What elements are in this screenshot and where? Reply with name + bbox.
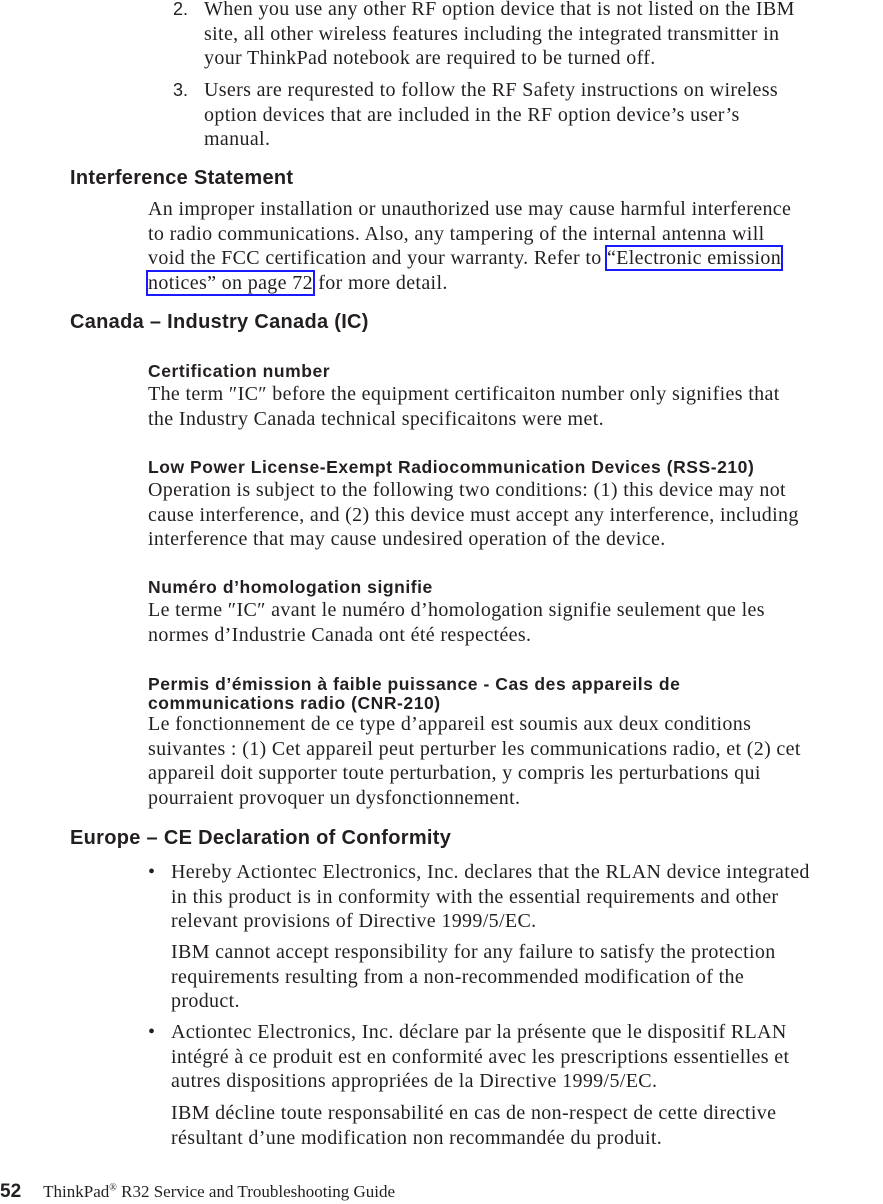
section-heading: Canada – Industry Canada (IC)	[70, 311, 369, 333]
text-line: cause interference, and (2) this device must accept any interference, including	[148, 503, 799, 526]
text-line: An improper installation or unauthorized use may cause harmful interference	[148, 198, 792, 220]
bullet-icon: •	[148, 1021, 156, 1043]
note-paragraph	[171, 1101, 776, 1150]
paragraph	[148, 382, 780, 431]
list-item	[204, 0, 795, 71]
text-line: relevant provisions of Directive 1999/5/EC.	[171, 910, 537, 932]
text-line: the Industry Canada technical specificaitons were met.	[148, 407, 604, 430]
subsection-heading: Low Power License-Exempt Radiocommunication Devices (RSS-210)	[148, 457, 755, 477]
page-number: 52	[0, 1181, 22, 1202]
paragraph	[148, 197, 791, 295]
text-line: pourraient provoquer un dysfonctionnement.	[148, 786, 521, 809]
text-line: IBM cannot accept responsibility for any failure to satisfy the protection	[171, 941, 776, 963]
text-line: When you use any other RF option device that is not listed on the IBM	[204, 0, 795, 20]
section-heading: Interference Statement	[70, 167, 294, 189]
text-line: suivantes : (1) Cet appareil peut perturber les communications radio, et (2) cet	[148, 737, 801, 760]
note-paragraph	[171, 940, 776, 1014]
text-line: Hereby Actiontec Electronics, Inc. declares that the RLAN device integrated	[171, 861, 810, 883]
text-line: autres dispositions appropriées de la Directive 1999/5/EC.	[171, 1070, 658, 1092]
text-line: product.	[171, 990, 240, 1012]
bullet-item	[171, 860, 810, 934]
paragraph	[148, 712, 801, 810]
text-line: interference that may cause undesired operation of the device.	[148, 528, 666, 550]
section-heading: Europe – CE Declaration of Conformity	[70, 827, 452, 849]
text-line: to radio communications. Also, any tampering of the internal antenna will	[148, 222, 765, 245]
text-line	[148, 246, 791, 271]
text-line: in this product is in conformity with the essential requirements and other	[171, 885, 779, 908]
text-line: Le fonctionnement de ce type d’appareil est soumis aux deux conditions	[148, 713, 752, 735]
text-line: résultant d’une modification non recommandée du produit.	[171, 1126, 663, 1149]
list-item	[204, 78, 778, 152]
text-line: normes d’Industrie Canada ont été respectées.	[148, 623, 532, 646]
list-number: 2.	[173, 0, 189, 19]
text-line: option devices that are included in the RF option device’s user’s	[204, 103, 740, 126]
text-line: requirements resulting from a non-recommended modification of the	[171, 965, 745, 988]
text-line: Operation is subject to the following two conditions: (1) this device may not	[148, 479, 786, 501]
text-line: Le terme ″IC″ avant le numéro d’homologation signifie seulement que les	[148, 599, 765, 621]
text-line: site, all other wireless features including the integrated transmitter in	[204, 22, 780, 45]
electronic-emission-link[interactable]: “Electronic emission	[606, 247, 782, 269]
list-number: 3.	[173, 80, 189, 100]
footer-title: ThinkPad® R32 Service and Troubleshooting Guide	[43, 1182, 395, 1201]
text-line: Actiontec Electronics, Inc. déclare par la présente que le dispositif RLAN	[171, 1021, 787, 1043]
bullet-item	[171, 1020, 789, 1094]
text-line: Users are requrested to follow the RF Safety instructions on wireless	[204, 79, 779, 101]
text-segment: void the FCC certification and your warranty. Refer to	[148, 247, 607, 269]
bullet-icon: •	[148, 861, 156, 883]
text-line: IBM décline toute responsabilité en cas de non-respect de cette directive	[171, 1102, 777, 1124]
text-line: The term ″IC″ before the equipment certificaiton number only signifies that	[148, 383, 780, 405]
text-line: intégré à ce produit est en conformité avec les prescriptions essentielles et	[171, 1045, 790, 1068]
subsection-heading: Numéro d’homologation signifie	[148, 577, 433, 597]
text-line: manual.	[204, 128, 271, 150]
text-line	[148, 271, 791, 296]
subsection-heading: Permis d’émission à faible puissance - Cas des appareils de communications radio (CNR-210)	[148, 674, 681, 713]
text-line: appareil doit supporter toute perturbation, y compris les perturbations qui	[148, 762, 761, 784]
paragraph	[148, 478, 799, 552]
paragraph	[148, 598, 765, 647]
electronic-emission-link-cont[interactable]: notices” on page 72	[148, 271, 313, 294]
page-footer	[0, 1181, 395, 1203]
subsection-heading: Certification number	[148, 361, 331, 381]
text-segment: for more detail.	[312, 271, 448, 294]
text-line: your ThinkPad notebook are required to be turned off.	[204, 47, 656, 69]
